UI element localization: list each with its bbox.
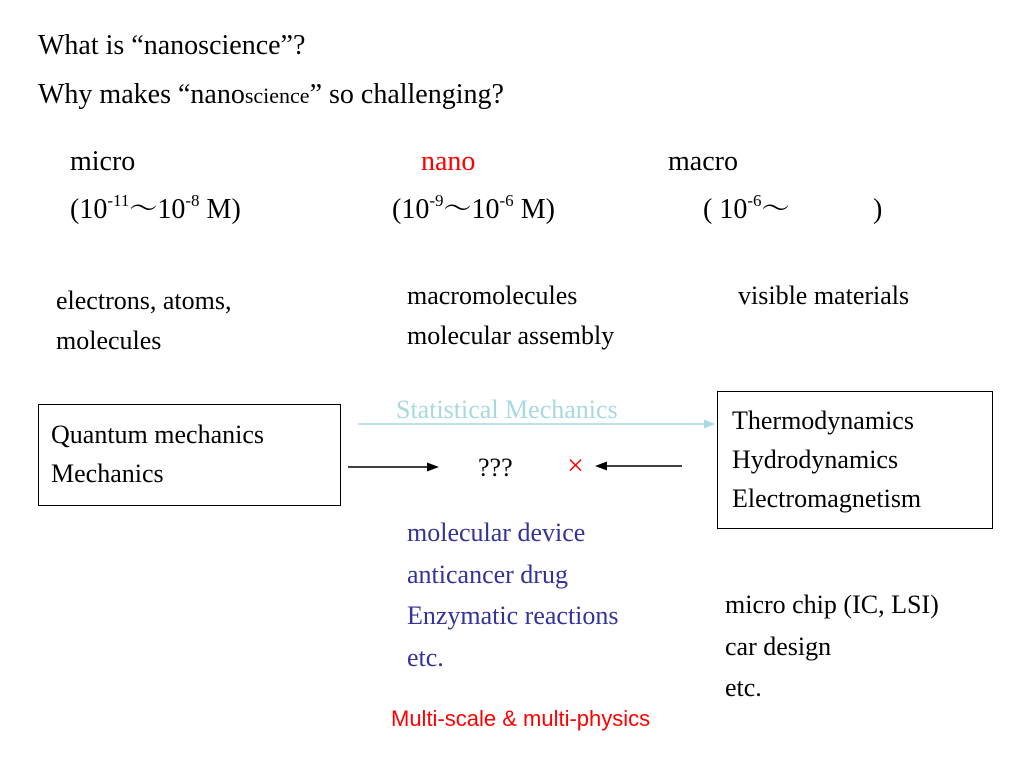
macro-app-line: etc.	[725, 673, 762, 703]
left-to-unknown-arrow	[348, 463, 439, 472]
nano-example-line: molecular assembly	[407, 321, 615, 351]
left-box-line: Quantum mechanics	[51, 420, 264, 449]
scale-macro-range-close: )	[873, 194, 883, 225]
micro-range-tilde: ～10	[129, 194, 186, 225]
right-box-line: Electromagnetism	[732, 484, 922, 513]
macro-range-tilde: ～	[761, 194, 790, 225]
micro-range-open: (10	[70, 194, 108, 225]
footer-caption: Multi-scale & multi-physics	[391, 706, 651, 731]
macro-example-line: visible materials	[738, 281, 910, 310]
nano-range-exp1: -9	[429, 191, 444, 210]
nano-app-line: molecular device	[407, 518, 586, 547]
right-box-line: Hydrodynamics	[732, 445, 899, 474]
nano-range-tilde: ～10	[443, 194, 500, 225]
nano-applications	[407, 512, 619, 678]
statistical-mechanics-arrow	[358, 420, 715, 429]
nano-range-exp2: -6	[499, 191, 514, 210]
macro-app-line: car design	[725, 631, 832, 661]
nano-range-close: M)	[513, 194, 555, 225]
micro-example-line: electrons, atoms,	[56, 286, 232, 315]
title-line1: What is “nanoscience”?	[38, 30, 306, 61]
macro-range-open: ( 10	[703, 194, 748, 225]
nano-app-line: anticancer drug	[407, 559, 568, 589]
nano-range-open: (10	[392, 194, 430, 225]
scale-nano-label: nano	[421, 146, 476, 177]
micro-example-line: molecules	[56, 326, 162, 356]
cross-icon: ×	[567, 449, 584, 482]
title-line2-small: science	[244, 83, 310, 108]
statistical-mechanics-label: Statistical Mechanics	[396, 395, 618, 424]
macro-applications	[725, 584, 939, 709]
title-line2-part-c: ” so challenging?	[309, 79, 504, 110]
macro-range-exp1: -6	[747, 191, 762, 210]
scale-macro-label: macro	[668, 146, 738, 177]
nano-app-line: Enzymatic reactions	[407, 601, 619, 631]
micro-range-exp2: -8	[185, 191, 200, 210]
unknown-label: ???	[478, 453, 513, 482]
left-box-line: Mechanics	[51, 459, 164, 488]
micro-range-exp1: -11	[107, 191, 130, 210]
micro-range-close: M)	[199, 194, 241, 225]
right-to-unknown-arrow	[595, 462, 682, 471]
title-line2-part-a: Why makes “nano	[38, 79, 245, 110]
macro-app-line: micro chip (IC, LSI)	[725, 590, 939, 619]
right-box-line: Thermodynamics	[732, 406, 914, 435]
nano-app-line: etc.	[407, 642, 444, 672]
nano-example-line: macromolecules	[407, 281, 578, 310]
scale-micro-label: micro	[70, 146, 136, 177]
